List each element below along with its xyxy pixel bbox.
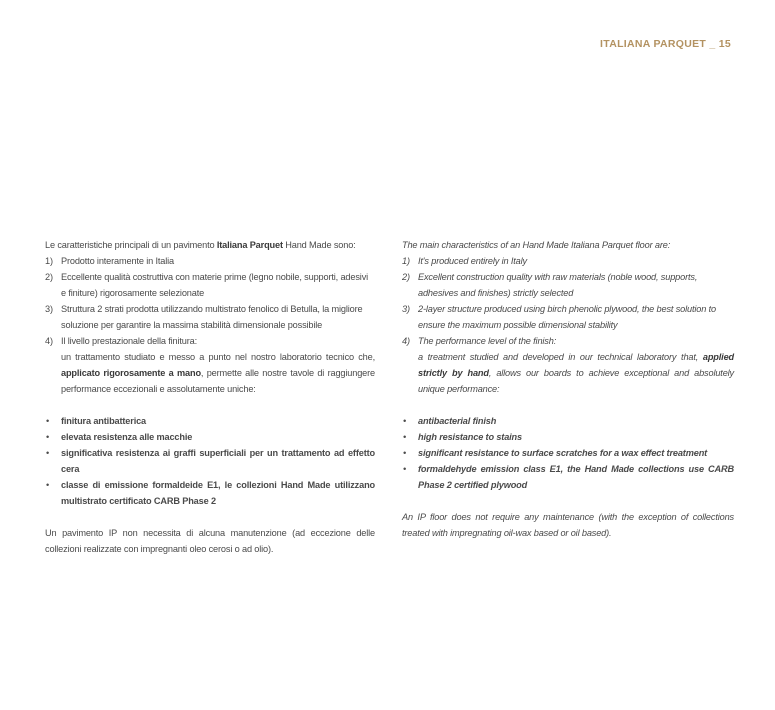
english-closing: An IP floor does not require any maintenance (with the exception of collections treated with impregnating oil-wax based or oil based). [402, 512, 734, 538]
italian-closing: Un pavimento IP non necessita di alcuna manutenzione (ad eccezione delle collezioni realizzate con impregnanti oleo cerosi o ad olio). [45, 528, 375, 554]
english-intro: The main characteristics of an Hand Made Italiana Parquet floor are: [402, 240, 671, 250]
feature-item: • elevata resistenza alle macchie [46, 432, 193, 442]
english-numbered-list [402, 253, 734, 397]
english-feature-list [402, 413, 734, 493]
page-header: ITALIANA PARQUET _ 15 [600, 38, 731, 50]
feature-item: • formaldehyde emission class E1, the Hand Made collections use CARB Phase 2 certified plywood [403, 464, 734, 490]
list-item: 2) Eccellente qualità costruttiva con materie prime (legno nobile, supporti, adesivi e finiture) rigorosamente selezionate [45, 272, 369, 298]
list-item: 3) 2-layer structure produced using birch phenolic plywood, the best solution to ensure the maximum possible dimensional stability [402, 304, 716, 330]
feature-item: • finitura antibatterica [46, 416, 147, 426]
list-item: 3) Struttura 2 strati prodotta utilizzando multistrato fenolico di Betulla, la migliore soluzione per garantire la massima stabilità dimensionale possibile [45, 304, 363, 330]
feature-item: • high resistance to stains [403, 432, 522, 442]
feature-item: • classe di emissione formaldeide E1, le collezioni Hand Made utilizzano multistrato certificato CARB Phase 2 [46, 480, 375, 506]
feature-item: • significativa resistenza ai graffi superficiali per un trattamento ad effetto cera [46, 448, 375, 474]
list-item: 1) It's produced entirely in Italy [402, 256, 527, 266]
italian-column [45, 237, 375, 557]
list-item: 2) Excellent construction quality with raw materials (noble wood, supports, adhesives and finishes) strictly selected [402, 272, 698, 298]
feature-item: • antibacterial finish [403, 416, 497, 426]
italian-intro: Le caratteristiche principali di un pavimento Italiana Parquet Hand Made sono: [45, 240, 356, 250]
finish-description: a treatment studied and developed in our technical laboratory that, applied strictly by hand, allows our boards to achieve exceptional and absolutely unique performance: [418, 352, 734, 394]
feature-item: • significant resistance to surface scratches for a wax effect treatment [403, 448, 708, 458]
italian-numbered-list [45, 253, 375, 397]
list-item: 4) The performance level of the finish: a treatment studied and developed in our technical laboratory that, applied strictly by hand, allows our boards to achieve exceptional and absolutely unique performance: [402, 333, 734, 397]
finish-description: un trattamento studiato e messo a punto nel nostro laboratorio tecnico che, applicato rigorosamente a mano, permette alle nostre tavole di raggiungere performance eccezionali e assolutamente uniche: [61, 352, 375, 394]
italian-feature-list [45, 413, 375, 509]
list-item: 1) Prodotto interamente in Italia [45, 256, 174, 266]
list-item: 4) Il livello prestazionale della finitura: un trattamento studiato e messo a punto nel nostro laboratorio tecnico che, applicato rigorosamente a mano, permette alle nostre tavole di raggiungere performance eccezionali e assolutamente uniche: [45, 333, 375, 397]
english-column [402, 237, 734, 541]
